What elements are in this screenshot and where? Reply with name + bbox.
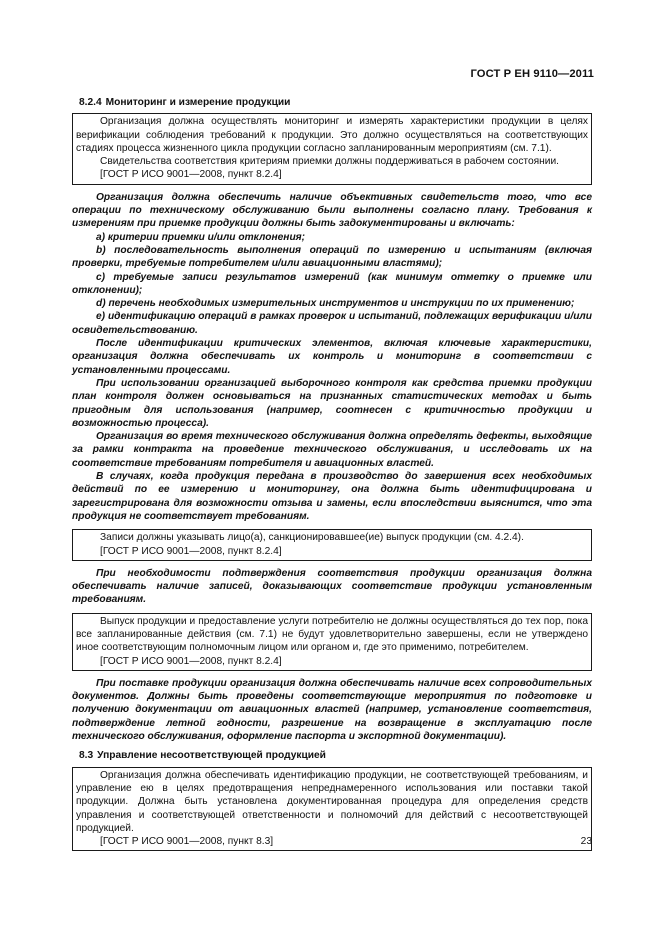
iso-quote-box-4 [72, 767, 592, 852]
italic-paragraph: После идентификации критических элементов, включая ключевые характеристики, организация должна обеспечивать их контроль и мониторинг в соответствии с установленными процессами. [72, 338, 592, 376]
quote-paragraph: Выпуск продукции и предоставление услуги потребителю не должны осуществляться до тех пор, пока все запланированные действия (см. 7.1) не будут удовлетворительно завершены, если не утверждено иное соответствующим полномочным лицом или органом и, где это применимо, потребителем. [76, 615, 588, 654]
aerospace-requirements-block-1 [72, 191, 592, 523]
italic-paragraph: При поставке продукции организация должна обеспечивать наличие всех сопроводительных документов. Должны быть проведены соответствующие мероприятия по подготовке и получению документации от авиационных властей (например, установление соответствия, подтверждение летной годности, разрешение на возвращение в эксплуатацию после технического обслуживания, оформление паспорта и экспортной документации). [72, 677, 592, 743]
italic-paragraph: При необходимости подтверждения соответствия продукции организация должна обеспечивать наличие записей, доказывающих соответствие продукции установленным требованиям. [72, 567, 592, 606]
section-number: 8.2.4 [79, 97, 102, 108]
quote-reference: [ГОСТ Р ИСО 9001—2008, пункт 8.2.4] [100, 169, 282, 181]
italic-paragraph: В случаях, когда продукция передана в производство до завершения всех необходимых действий по ее измерению и мониторингу, она должна быть идентифицирована и зарегистрирована для возможности отзыва и замены, если впоследствии выяснится, что эта продукция не соответствует требованиям. [72, 471, 592, 522]
document-standard-header: ГОСТ Р ЕН 9110—2011 [470, 68, 594, 80]
document-body [72, 96, 592, 857]
aerospace-requirements-block-3 [72, 677, 592, 743]
italic-paragraph: Организация должна обеспечить наличие объективных свидетельств того, что все операции по техническому обслуживанию были выполнены согласно плану. Требования к измерениям при приемке продукции должны быть задокументированы и включать: [72, 191, 592, 230]
section-heading-8-3 [79, 749, 592, 762]
quote-paragraph: Свидетельства соответствия критериям приемки должны поддерживаться в рабочем состоянии. [100, 156, 560, 168]
quote-paragraph: Организация должна обеспечивать идентификацию продукции, не соответствующей требованиям, и управление ею в целях предотвращения непреднамеренного использования или поставки такой продукции. Должна быть установлена документированная процедура для определения средств управления и соответствующей ответственности и полномочий для действий с несоответствующей продукцией. [76, 769, 588, 834]
quote-reference: [ГОСТ Р ИСО 9001—2008, пункт 8.3] [100, 836, 274, 848]
italic-list-item: b) последовательность выполнения операций по измерению и испытаниям (включая проверки, требуемые потребителем и/или авиационными властями); [72, 244, 592, 270]
page-number: 23 [580, 836, 592, 847]
italic-list-item: е) идентификацию операций в рамках проверок и испытаний, подлежащих верификации и/или освидетельствованию. [72, 311, 592, 336]
aerospace-requirements-block-2 [72, 567, 592, 607]
italic-list-item: а) критерии приемки и/или отклонения; [96, 231, 306, 243]
iso-quote-box-3 [72, 613, 592, 671]
quote-reference: [ГОСТ Р ИСО 9001—2008, пункт 8.2.4] [100, 545, 282, 557]
quote-paragraph: Записи должны указывать лицо(а), санкционировавшее(ие) выпуск продукции (см. 4.2.4). [100, 532, 524, 544]
section-heading-8-2-4 [79, 96, 592, 109]
iso-quote-box-1 [72, 113, 592, 184]
section-title: Управление несоответствующей продукцией [97, 750, 326, 762]
italic-list-item: d) перечень необходимых измерительных инструментов и инструкции по их применению; [96, 298, 575, 310]
quote-paragraph: Организация должна осуществлять мониторинг и измерять характеристики продукции в целях верификации соблюдения требований к продукции. Это должно осуществляться на соответствующих стадиях процесса жизненного цикла продукции согласно запланированным мероприятиям (см. 7.1). [76, 116, 588, 154]
iso-quote-box-2 [72, 529, 592, 561]
section-title: Мониторинг и измерение продукции [105, 97, 291, 108]
section-number: 8.3 [79, 750, 94, 762]
quote-reference: [ГОСТ Р ИСО 9001—2008, пункт 8.2.4] [100, 655, 282, 667]
italic-paragraph: При использовании организацией выборочного контроля как средства приемки продукции план контроля должен основываться на признанных статистических методах и быть пригодным для использования (например, соотнесен с критичностью продукции и возможностью процесса). [72, 377, 592, 429]
italic-list-item: с) требуемые записи результатов измерений (как минимум отметку о приемке или отклонении); [72, 271, 592, 296]
italic-paragraph: Организация во время технического обслуживания должна определять дефекты, выходящие за рамки контракта на проведение технического обслуживания, и исследовать их на соответствие требованиям потребителя и авиационных властей. [72, 431, 592, 469]
